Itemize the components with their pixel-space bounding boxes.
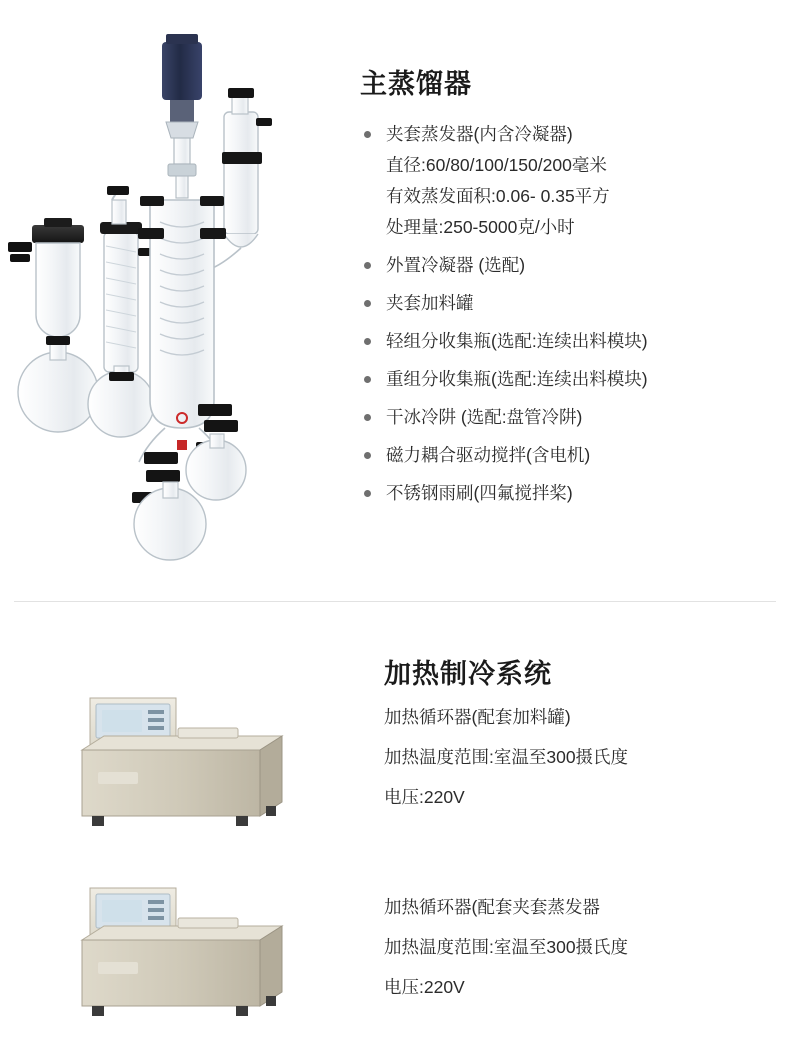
page-title-heating: 加热制冷系统 [384,659,552,690]
heating-unit-1-text [384,702,764,822]
bullet-icon [364,338,371,345]
heating-circulator-bath-photo-2 [60,870,320,1030]
heating-unit-line: 电压:220V [384,977,465,997]
heating-bath-icon [60,870,320,1030]
page-title-main: 主蒸馏器 [360,69,472,99]
heating-unit-line: 电压:220V [384,787,465,807]
list-item [360,440,790,471]
bullet-icon [364,262,371,269]
bullet-icon [364,376,371,383]
stirrer-motor [162,42,202,100]
list-item-label: 夹套加料罐 [386,293,474,313]
jacketed-evaporator [138,34,226,450]
heating-unit-2-text [384,892,764,1012]
main-spec-list [360,119,790,509]
list-item-label: 夹套蒸发器(内含冷凝器) [386,124,573,144]
list-item [360,402,790,433]
bullet-icon [364,452,371,459]
secondary-condenser-right [207,88,272,270]
list-item-label: 磁力耦合驱动搅拌(含电机) [386,445,591,465]
list-item [360,250,790,281]
list-item-label: 不锈钢雨刷(四氟搅拌桨) [386,483,573,503]
list-item [360,364,790,395]
list-item-subline: 有效蒸发面积:0.06- 0.35平方 [386,186,610,206]
short-path-distillation-apparatus-illustration [0,0,360,580]
heating-unit-line: 加热温度范围:室温至300摄氏度 [384,747,629,767]
bullet-icon [364,490,371,497]
main-distiller-text-column [360,0,790,595]
section-divider [14,601,776,602]
list-item [360,119,790,243]
distiller-illustration-column [0,0,360,595]
list-item-subline: 直径:60/80/100/150/200毫米 [386,155,607,175]
list-item [360,288,790,319]
heating-circulator-bath-photo-1 [60,680,320,840]
heating-unit-1 [0,680,790,855]
external-condenser [88,186,156,437]
list-item-label: 重组分收集瓶(选配:连续出料模块) [386,369,648,389]
list-item [360,326,790,357]
heating-bath-icon [60,680,320,840]
list-item-label: 干冰冷阱 (选配:盘管冷阱) [386,407,583,427]
list-item [360,478,790,509]
heating-unit-2 [0,870,790,1045]
list-item-label: 轻组分收集瓶(选配:连续出料模块) [386,331,648,351]
bullet-icon [364,300,371,307]
heating-unit-line: 加热温度范围:室温至300摄氏度 [384,937,629,957]
heating-unit-line: 加热循环器(配套夹套蒸发器 [384,897,600,917]
bullet-icon [364,131,371,138]
cold-trap-left [8,218,98,432]
bullet-icon [364,414,371,421]
heating-unit-line: 加热循环器(配套加料罐) [384,707,571,727]
list-item-label: 外置冷凝器 (选配) [386,255,526,275]
list-item-subline: 处理量:250-5000克/小时 [386,217,575,237]
